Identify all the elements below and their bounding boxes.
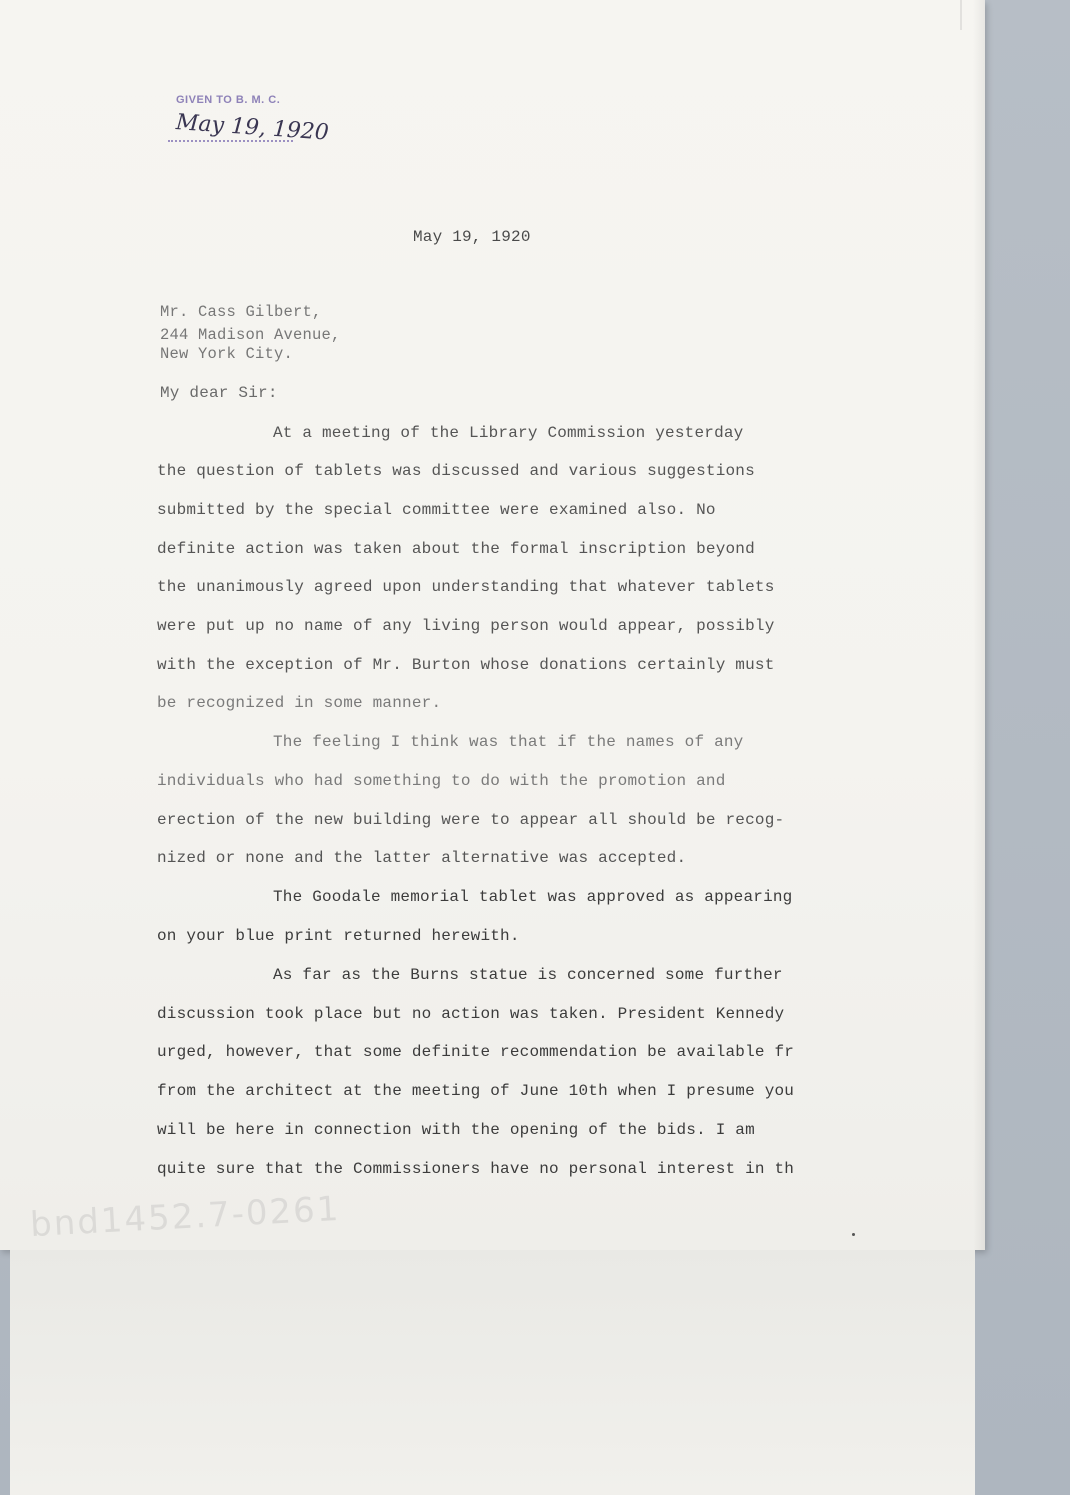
body-line: individuals who had something to do with the promotion and (157, 772, 726, 790)
body-line: definite action was taken about the formal inscription beyond (157, 540, 755, 558)
received-stamp-date (175, 110, 330, 150)
body-line: urged, however, that some definite recommendation be available fr (157, 1043, 795, 1061)
body-line: discussion took place but no action was taken. President Kennedy (157, 1005, 785, 1023)
body-line: submitted by the special committee were examined also. No (157, 501, 716, 519)
body-line: were put up no name of any living person would appear, possibly (157, 617, 775, 635)
paper-speck (852, 1233, 855, 1236)
recipient-street: 244 Madison Avenue, (160, 326, 341, 344)
stamp-dotted-line (168, 140, 293, 142)
recipient-name: Mr. Cass Gilbert, (160, 303, 322, 321)
body-line: The Goodale memorial tablet was approved as appearing (273, 888, 793, 906)
sheet-edge-shadow (973, 0, 985, 1250)
archive-stamp-number: bnd1452.7-0261 (29, 1188, 342, 1246)
page-fold-mark (960, 0, 962, 30)
body-line: will be here in connection with the opening of the bids. I am (157, 1121, 755, 1139)
body-line: quite sure that the Commissioners have no personal interest in th (157, 1160, 795, 1178)
body-line: be recognized in some manner. (157, 694, 442, 712)
recipient-city: New York City. (160, 345, 294, 363)
received-stamp-label: GIVEN TO B. M. C. (176, 94, 281, 106)
body-line: the question of tablets was discussed and various suggestions (157, 462, 755, 480)
body-line: from the architect at the meeting of June 10th when I presume you (157, 1082, 795, 1100)
underlying-sheet (10, 1250, 975, 1495)
body-line: The feeling I think was that if the names of any (273, 733, 744, 751)
body-line: erection of the new building were to appear all should be recog- (157, 811, 785, 829)
body-line: nized or none and the latter alternative was accepted. (157, 849, 687, 867)
handwritten-date: May 19, 1920 (175, 110, 330, 146)
body-line: on your blue print returned herewith. (157, 927, 520, 945)
body-line: with the exception of Mr. Burton whose donations certainly must (157, 656, 775, 674)
body-line: the unanimously agreed upon understanding that whatever tablets (157, 578, 775, 596)
body-line: At a meeting of the Library Commission yesterday (273, 424, 744, 442)
body-line: As far as the Burns statue is concerned some further (273, 966, 783, 984)
salutation: My dear Sir: (160, 384, 278, 402)
letter-date: May 19, 1920 (413, 228, 531, 246)
